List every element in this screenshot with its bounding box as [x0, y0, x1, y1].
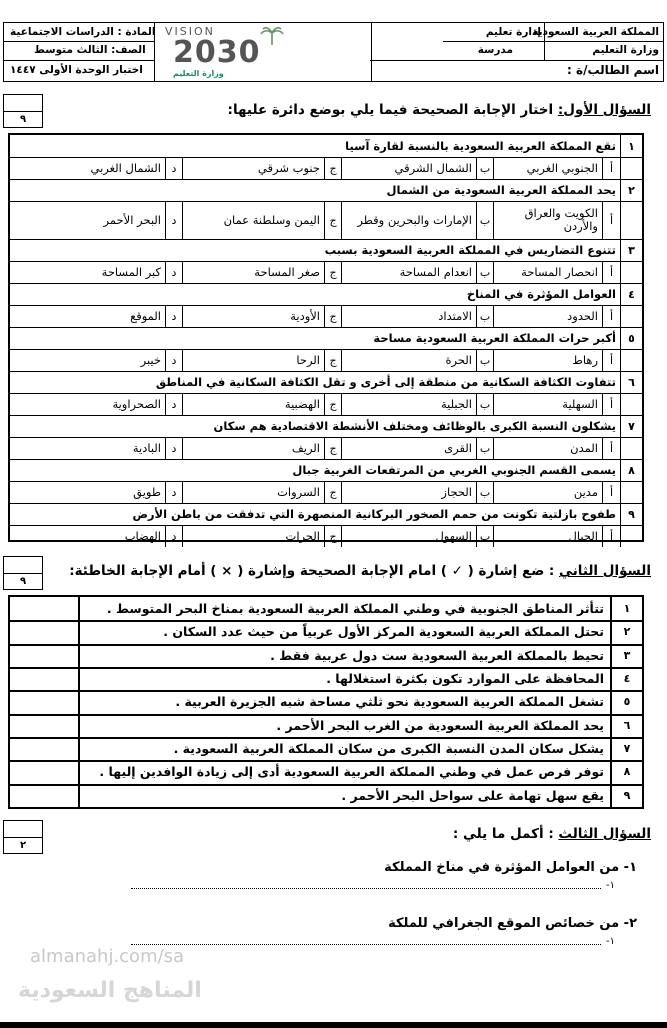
q3-instruction: : أكمل ما يلي : [452, 826, 559, 842]
option-letter: أ [602, 481, 620, 503]
statement-text: يشكل سكان المدن النسبة الكبرى من سكان المملكة العربية السعودية . [78, 737, 610, 760]
true-false-row [10, 737, 642, 760]
answer-option[interactable]: الكويت والعراق والأردن [524, 206, 598, 233]
statement-number: ٥ [610, 690, 642, 713]
statement-number: ٢ [610, 620, 642, 643]
option-letter: ج [324, 349, 342, 371]
option-letter: د [165, 393, 183, 415]
answer-option[interactable]: انحصار المساحة [521, 264, 598, 279]
option-letter: ج [324, 525, 342, 547]
option-letter: د [165, 349, 183, 371]
q2-score: ٩ [19, 576, 27, 587]
statement-number: ٤ [610, 667, 642, 690]
option-letter: ج [324, 157, 342, 179]
options-row-spacer [620, 201, 642, 239]
option-letter: ب [476, 261, 494, 283]
row-divider [10, 784, 642, 786]
option-letter: ج [324, 481, 342, 503]
statement-text: يقع سهل تهامة على سواحل البحر الأحمر . [78, 784, 610, 807]
answer-option[interactable]: خيبر [140, 352, 161, 367]
option-letter: أ [602, 261, 620, 283]
options-row-spacer [620, 437, 642, 459]
header-divider [4, 41, 154, 42]
answer-option[interactable]: السهول [435, 528, 472, 543]
true-false-row [10, 597, 642, 620]
option-letter: ج [324, 393, 342, 415]
answer-option[interactable]: الموقع [130, 308, 161, 323]
answer-line-1[interactable] [131, 888, 601, 889]
true-false-row [10, 784, 642, 807]
row-divider [10, 690, 642, 692]
option-letter: أ [602, 157, 620, 179]
vision-2030-logo [154, 23, 372, 81]
option-letter: أ [602, 393, 620, 415]
q1-instruction: اختار الإجابة الصحيحة فيما يلي بوضع دائرة عليها: [227, 102, 558, 118]
answer-option[interactable]: كبر المساحة [101, 264, 161, 279]
q3-item-2 [388, 916, 637, 931]
q3-item-1 [384, 860, 637, 875]
statement-number: ٦ [610, 714, 642, 737]
q1-label: السؤال الأول: [557, 102, 651, 118]
logo-vision-text: VISION [165, 25, 215, 38]
options-row-spacer [620, 481, 642, 503]
option-letter: ب [476, 437, 494, 459]
true-false-row [10, 714, 642, 737]
statement-text: المحافظة على الموارد تكون بكثرة استغلالها . [78, 667, 610, 690]
question-stem-row [10, 327, 642, 349]
option-letter: ب [476, 157, 494, 179]
answer-option[interactable]: البحر الأحمر [103, 212, 161, 227]
answer-option[interactable]: جنوب شرقي [257, 160, 320, 175]
statement-number: ٣ [610, 644, 642, 667]
q2-instruction: : ضع إشارة ( ✓ ) امام الإجابة الصحيحة وإشارة ( × ) أمام الإجابة الخاطئة: [69, 563, 560, 579]
subject-label: المادة : الدراسات الاجتماعية [10, 26, 156, 38]
answer-option[interactable]: الإمارات والبحرين وقطر [357, 212, 472, 227]
question-stem: يشكلون النسبة الكبرى بالوظائف ومختلف الأنشطة الاقتصادية هم سكان [213, 419, 616, 433]
statement-number: ٧ [610, 737, 642, 760]
question-stem: تقع المملكة العربية السعودية بالنسبة لقارة آسيا [345, 139, 616, 153]
q1-score: ٩ [19, 114, 27, 125]
options-row [10, 261, 642, 283]
options-row-spacer [620, 261, 642, 283]
statement-number: ١ [610, 597, 642, 620]
answer-option[interactable]: الحدود [567, 308, 598, 323]
option-letter: ج [324, 261, 342, 283]
question-stem: العوامل المؤثرة في المناخ [466, 287, 616, 301]
option-letter: د [165, 481, 183, 503]
options-row [10, 201, 642, 239]
row-divider [10, 620, 642, 622]
answer-option[interactable]: الحرات [285, 528, 320, 543]
question-number: ٢ [620, 179, 642, 201]
answer-line-2[interactable] [131, 944, 601, 945]
question-stem: تتنوع التضاريس في المملكة العربية السعودية بسبب [324, 243, 616, 257]
statement-text: تتأثر المناطق الجنوبية في وطني المملكة العربية السعودية بمناخ البحر المتوسط . [78, 597, 610, 620]
statement-text: يحد المملكة العربية السعودية من الغرب البحر الأحمر . [78, 714, 610, 737]
q3-item-number: ١- [623, 860, 637, 875]
option-letter: د [165, 261, 183, 283]
exam-header [3, 22, 664, 82]
grade-label: الصف: الثالث متوسط [34, 44, 146, 56]
statement-number: ٨ [610, 760, 642, 783]
options-row-spacer [620, 393, 642, 415]
q3-item-number: ٢- [623, 916, 637, 931]
q3-score: ٢ [19, 840, 27, 851]
answer-option[interactable]: الجبلية [440, 396, 472, 411]
option-letter: د [165, 437, 183, 459]
row-divider [10, 714, 642, 716]
option-letter: ج [324, 305, 342, 327]
watermark-url: almanahj.com/sa [30, 946, 185, 967]
header-divider [370, 60, 663, 61]
answer-option[interactable]: مدين [573, 484, 598, 499]
option-letter: أ [602, 437, 620, 459]
statement-text: توفر فرص عمل في وطني المملكة العربية السعودية أدى إلى زيادة الوافدين إليها . [78, 760, 610, 783]
option-letter: أ [602, 349, 620, 371]
q3-score-box [3, 820, 43, 854]
option-letter: أ [602, 525, 620, 547]
q3-item-text: من خصائص الموقع الجغرافي للملكة [388, 916, 620, 931]
answer-mark-cell[interactable] [10, 737, 78, 760]
options-row-spacer [620, 305, 642, 327]
answer-option[interactable]: المدن [570, 440, 598, 455]
q3-item-1-sub: ١- [606, 880, 615, 891]
row-divider [10, 667, 642, 669]
answer-option[interactable]: الهضاب [124, 528, 161, 543]
question-stem-row [10, 283, 642, 305]
option-letter: أ [602, 201, 620, 239]
option-letter: أ [602, 305, 620, 327]
answer-option[interactable]: الصحراوية [112, 396, 161, 411]
options-row [10, 349, 642, 371]
options-row [10, 525, 642, 547]
question-stem: أكبر حرات المملكة العربية السعودية مساحة [373, 331, 616, 345]
question-number: ١ [620, 135, 642, 157]
option-letter: ب [476, 201, 494, 239]
exam-name-label: اختبار الوحدة الأولى ١٤٤٧ [10, 64, 143, 76]
answer-mark-cell[interactable] [10, 690, 78, 713]
question-stem: يسمى القسم الجنوبي الغربي من المرتفعات الغربية جبال [292, 463, 616, 477]
logo-year-text: 2030 [173, 35, 261, 70]
option-letter: ب [476, 305, 494, 327]
answer-option[interactable]: اليمن وسلطنة عمان [223, 212, 320, 227]
header-divider [544, 23, 545, 61]
palm-emblem-icon [259, 25, 285, 47]
question-stem-row [10, 239, 642, 261]
question-stem-row [10, 459, 642, 481]
options-row-spacer [620, 157, 642, 179]
answer-option[interactable]: الامتداد [438, 308, 472, 323]
answer-mark-cell[interactable] [10, 714, 78, 737]
answer-option[interactable]: الأودية [290, 308, 320, 323]
option-letter: ب [476, 525, 494, 547]
question-stem-row [10, 135, 642, 157]
row-divider [10, 644, 642, 646]
answer-option[interactable]: الشمال الشرقي [394, 160, 472, 175]
option-letter: ب [476, 349, 494, 371]
answer-option[interactable]: طويق [133, 484, 161, 499]
answer-option[interactable]: صغر المساحة [254, 264, 320, 279]
true-false-row [10, 760, 642, 783]
question-stem: طفوح بازلتية تكونت من حمم الصخور البركانية المنصهرة التي تدفقت من باطن الأرض [132, 507, 616, 521]
question-stem-row [10, 371, 642, 393]
true-false-row [10, 690, 642, 713]
q3-label: السؤال الثالث [558, 826, 651, 842]
student-name-label: اسم الطالب/ة : [567, 63, 659, 77]
question-stem: تتفاوت الكثافة السكانية من منطقة إلى أخرى و تقل الكثافة السكانية في المناطق [155, 375, 616, 389]
q2-score-box [3, 556, 43, 590]
row-divider [10, 760, 642, 762]
option-letter: ج [324, 437, 342, 459]
question-number: ٩ [620, 503, 642, 525]
option-letter: د [165, 305, 183, 327]
header-divider [4, 60, 154, 61]
answer-mark-cell[interactable] [10, 597, 78, 620]
statement-number: ٩ [610, 784, 642, 807]
q3-item-text: من العوامل المؤثرة في مناخ المملكة [384, 860, 620, 875]
options-row [10, 393, 642, 415]
q1-title [228, 102, 651, 118]
options-row [10, 437, 642, 459]
answer-mark-cell[interactable] [10, 784, 78, 807]
answer-option[interactable]: الحجاز [441, 484, 472, 499]
question-number: ٥ [620, 327, 642, 349]
answer-option[interactable]: القرى [444, 440, 472, 455]
options-row-spacer [620, 349, 642, 371]
education-admin-label: إدارة تعليم [485, 26, 541, 38]
answer-option[interactable]: الشمال الغربي [90, 160, 161, 175]
option-letter: د [165, 201, 183, 239]
header-divider [443, 41, 663, 42]
row-divider [10, 737, 642, 739]
answer-option[interactable]: الريف [291, 440, 320, 455]
question-stem-row [10, 503, 642, 525]
q2-label: السؤال الثاني [559, 563, 651, 579]
answer-option[interactable]: السروات [277, 484, 320, 499]
question-number: ٣ [620, 239, 642, 261]
answer-option[interactable]: الجبال [568, 528, 598, 543]
option-letter: ب [476, 393, 494, 415]
statement-text: تحيط بالمملكة العربية السعودية ست دول عربية فقط . [78, 644, 610, 667]
answer-mark-cell[interactable] [10, 667, 78, 690]
answer-mark-cell[interactable] [10, 760, 78, 783]
q2-true-false-table [8, 595, 644, 809]
question-number: ٧ [620, 415, 642, 437]
option-letter: ج [324, 201, 342, 239]
options-row-spacer [620, 525, 642, 547]
q3-title [453, 826, 651, 842]
option-letter: ب [476, 481, 494, 503]
statement-text: تحتل المملكة العربية السعودية المركز الأول عربياً من حيث عدد السكان . [78, 620, 610, 643]
question-number: ٨ [620, 459, 642, 481]
country-name: المملكة العربية السعودية [532, 26, 659, 38]
true-false-row [10, 667, 642, 690]
q1-multiple-choice-table [8, 133, 644, 542]
answer-mark-cell[interactable] [10, 620, 78, 643]
logo-ministry-text: وزارة التعليم [173, 69, 224, 78]
question-stem: يحد المملكة العربية السعودية من الشمال [386, 183, 616, 197]
question-number: ٦ [620, 371, 642, 393]
answer-option[interactable]: البادية [132, 440, 161, 455]
answer-option[interactable]: الهضبية [284, 396, 320, 411]
answer-option[interactable]: رهاط [572, 352, 598, 367]
option-letter: د [165, 525, 183, 547]
question-number: ٤ [620, 283, 642, 305]
options-row [10, 157, 642, 179]
answer-option[interactable]: انعدام المساحة [399, 264, 472, 279]
answer-option[interactable]: الحرة [445, 352, 472, 367]
answer-option[interactable]: الجنوبي الغربي [526, 160, 598, 175]
options-row [10, 481, 642, 503]
question-stem-row [10, 415, 642, 437]
answer-mark-cell[interactable] [10, 644, 78, 667]
page-bottom-border [0, 1022, 667, 1028]
option-letter: د [165, 157, 183, 179]
watermark-brand: المناهج السعودية [18, 978, 202, 1003]
ministry-name: وزارة التعليم [592, 44, 659, 56]
q1-score-box [3, 94, 43, 128]
q3-item-2-sub: ١- [606, 936, 615, 947]
statement-text: تشغل المملكة العربية السعودية نحو ثلثي مساحة شبه الجزيرة العربية . [78, 690, 610, 713]
true-false-row [10, 644, 642, 667]
school-label: مدرسة [477, 44, 513, 56]
answer-option[interactable]: الرحا [296, 352, 320, 367]
answer-option[interactable]: السهلية [562, 396, 598, 411]
true-false-row [10, 620, 642, 643]
question-stem-row [10, 179, 642, 201]
q2-title [69, 563, 651, 579]
options-row [10, 305, 642, 327]
